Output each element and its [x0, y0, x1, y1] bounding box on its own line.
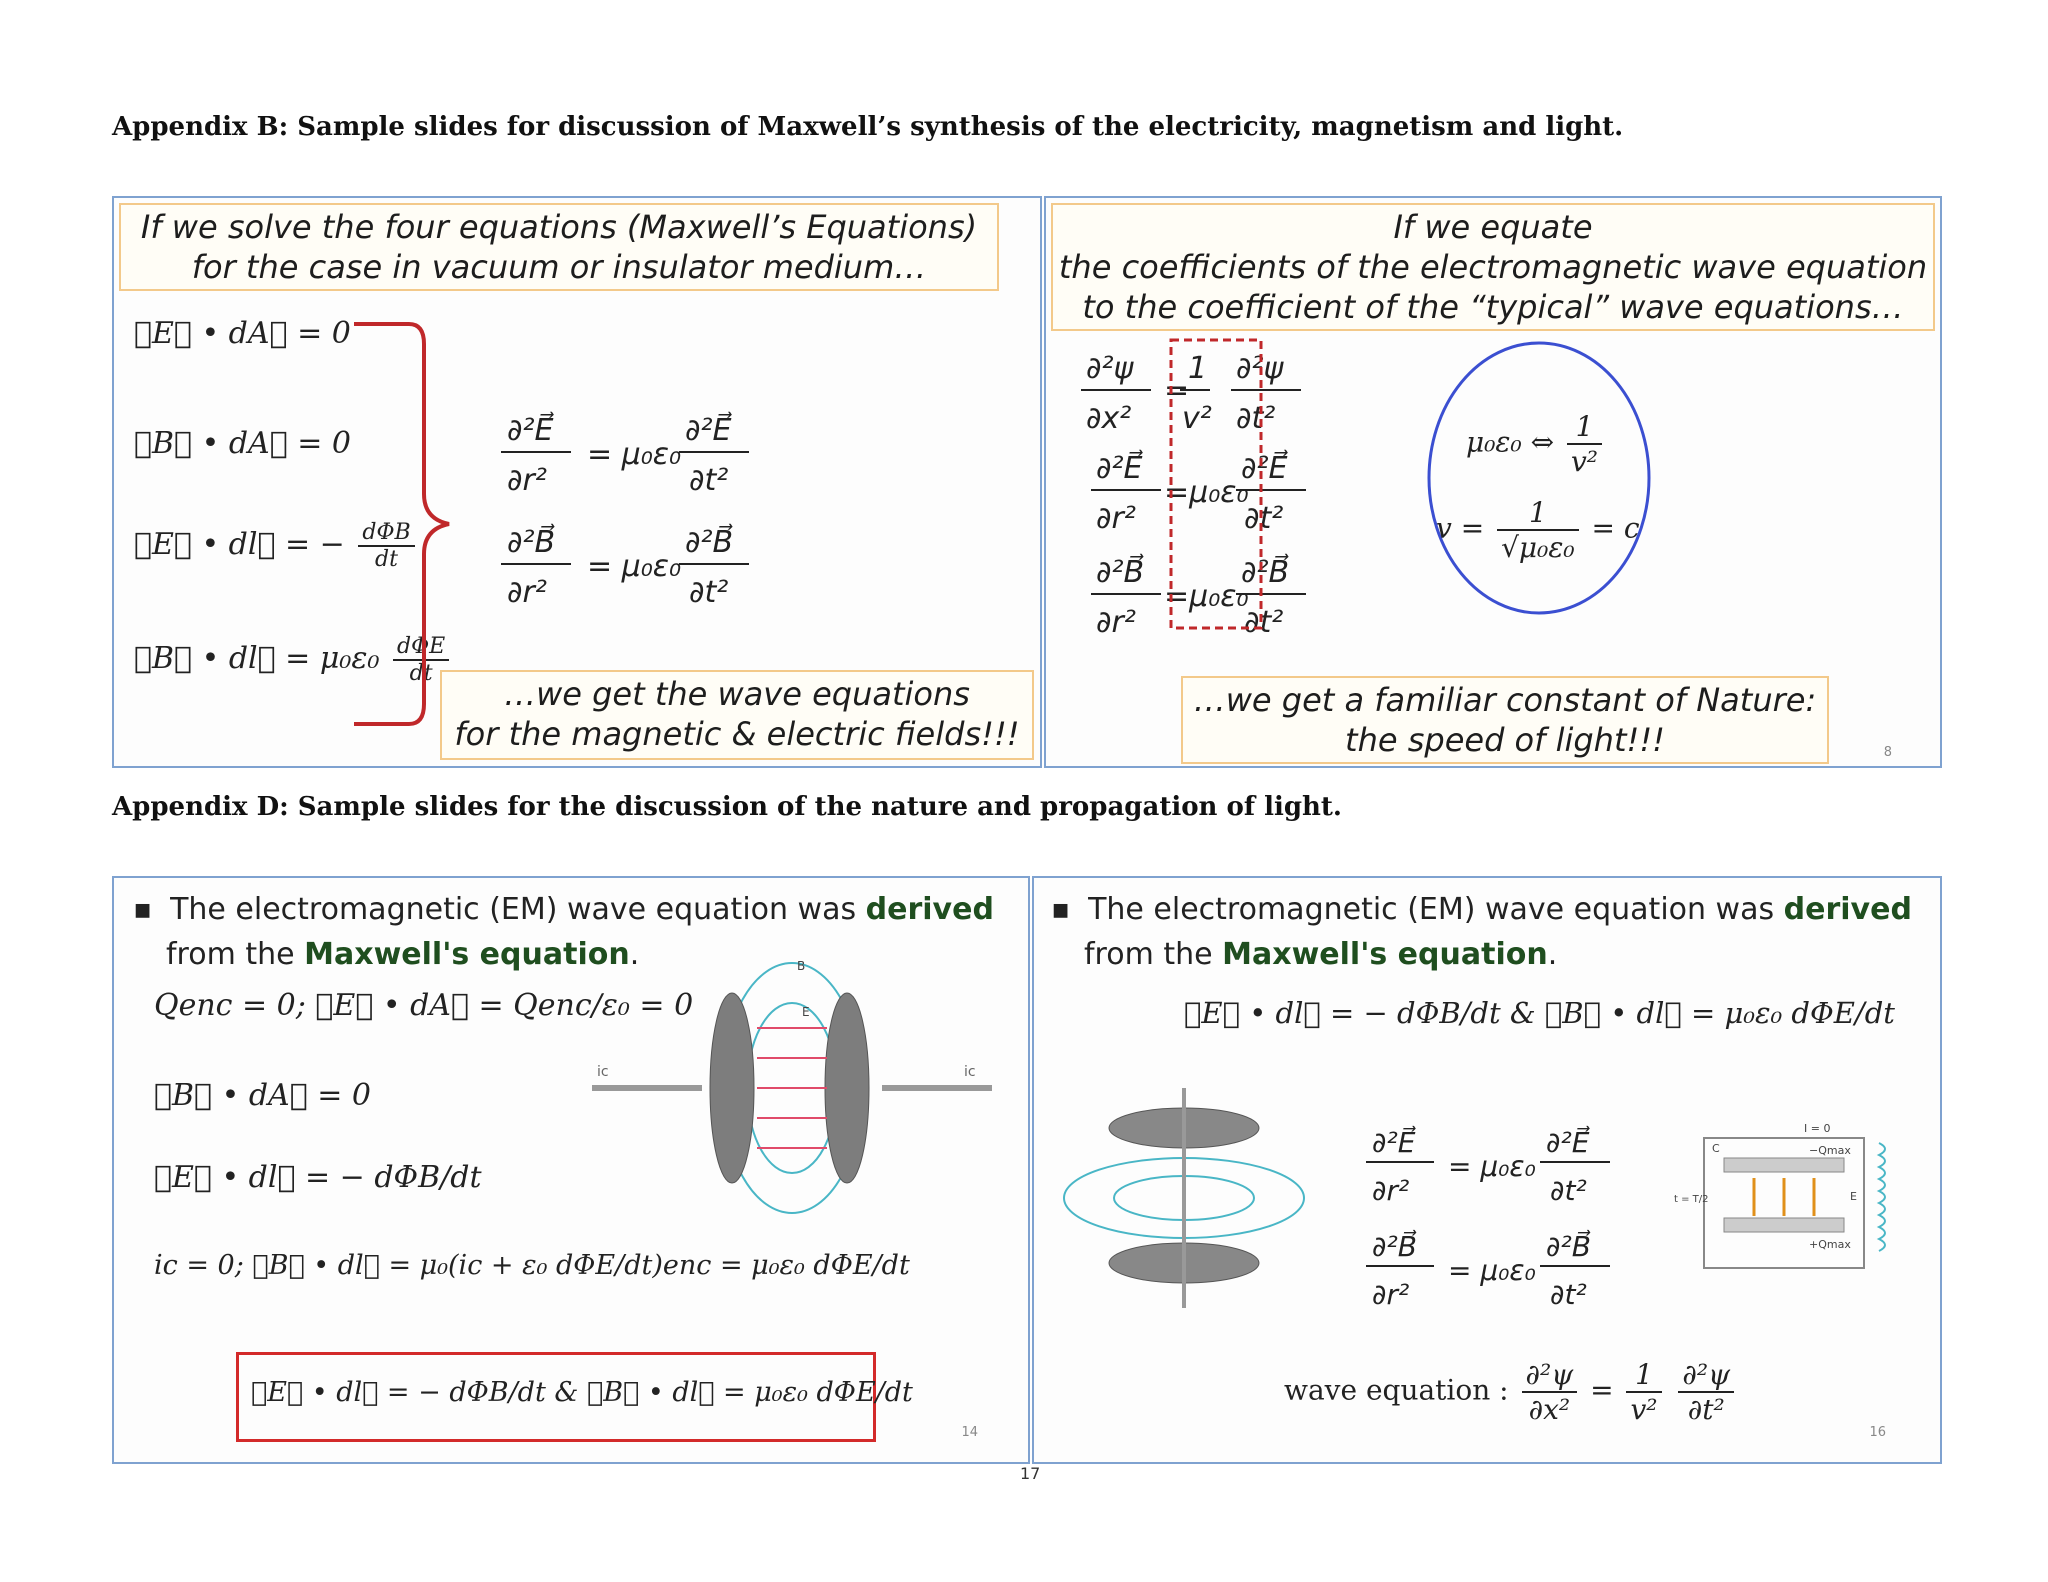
slide2-page-number: 8: [1883, 745, 1892, 760]
svg-text:∂t²: ∂t²: [1236, 401, 1276, 436]
plate-illustration: [1054, 1088, 1314, 1308]
svg-text:∂t²: ∂t²: [689, 463, 729, 498]
svg-text:∂²E⃗: ∂²E⃗: [507, 413, 554, 448]
coefficient-comparison: [1076, 338, 1336, 638]
faraday-law: ∮E⃗ • dl⃗ = − $\frac{\text{dΦB}}{dt}$: [134, 520, 419, 572]
maxwell-pair: ∮E⃗ • dl⃗ = − dΦB/dt & ∮B⃗ • dl⃗ = μ₀ε₀ dΦE/dt: [1184, 996, 1895, 1030]
slide3-page-number: 14: [961, 1425, 978, 1440]
wave-equation-row: wave equation : $\frac{\text{∂²ψ}}{\text{∂x²}}$ = $\frac{1}{\text{v²}}$ $\frac{\text{∂²ψ}}{\text{∂t²}}$: [1284, 1358, 1738, 1426]
e-field-label: E: [802, 1005, 810, 1019]
current-label-right: ic: [964, 1064, 976, 1080]
svg-text:∂t²: ∂t²: [1244, 501, 1284, 536]
svg-text:∂²B⃗: ∂²B⃗: [1241, 555, 1290, 590]
capacitor-illustration: [592, 958, 992, 1238]
circuit-neg-charge: −Qmax: [1809, 1144, 1851, 1157]
svg-text:∂²E⃗: ∂²E⃗: [1241, 451, 1288, 486]
svg-text:= μ₀ε₀: = μ₀ε₀: [1448, 1254, 1536, 1287]
svg-text:v²: v²: [1182, 401, 1212, 436]
svg-text:∂x²: ∂x²: [1086, 401, 1132, 436]
slide2-bottom-box: [1181, 676, 1829, 764]
svg-text:∂²B⃗: ∂²B⃗: [1546, 1230, 1591, 1263]
svg-text:∂²E⃗: ∂²E⃗: [1372, 1126, 1416, 1159]
svg-text:=: =: [1164, 373, 1190, 408]
slide1-bottom-line1: …we get the wave equations: [504, 675, 970, 713]
svg-text:∂r²: ∂r²: [1096, 501, 1136, 536]
slide1-bottom-box: [440, 670, 1034, 760]
svg-text:∂²B⃗: ∂²B⃗: [507, 525, 556, 560]
gauss-enc: Qenc = 0; ∮E⃗ • dA⃗ = Qenc/ε₀ = 0: [154, 988, 694, 1023]
svg-text:∂²E⃗: ∂²E⃗: [1096, 451, 1143, 486]
wave-equations-em: [499, 398, 759, 638]
speed-circle: [1424, 338, 1664, 618]
svg-text:∂t²: ∂t²: [1550, 1278, 1587, 1311]
svg-text:∂²E⃗: ∂²E⃗: [1546, 1126, 1590, 1159]
svg-text:= μ₀ε₀: = μ₀ε₀: [587, 549, 682, 584]
red-bracket: [354, 314, 454, 734]
slide2-top-line3: to the coefficient of the “typical” wave equations…: [1082, 288, 1904, 326]
document-page-number: 17: [1020, 1464, 1041, 1483]
svg-text:∂²B⃗: ∂²B⃗: [685, 525, 734, 560]
slide-maxwell-equations: [112, 196, 1042, 768]
svg-text:= μ₀ε₀: = μ₀ε₀: [1448, 1150, 1536, 1183]
slide1-top-box: [119, 203, 999, 291]
boxed-maxwell-pair: ∮E⃗ • dl⃗ = − dΦB/dt & ∮B⃗ • dl⃗ = μ₀ε₀ dΦE/dt: [236, 1352, 876, 1442]
svg-text:∂²ψ: ∂²ψ: [1236, 351, 1284, 386]
slide2-bottom-line1: …we get a familiar constant of Nature:: [1193, 681, 1817, 719]
svg-text:∂r²: ∂r²: [1372, 1174, 1410, 1207]
svg-text:∂r²: ∂r²: [507, 463, 547, 498]
slide4-bullet: ■ The electromagnetic (EM) wave equation was derived from the Maxwell's equation.: [1052, 892, 1912, 972]
circuit-e-label: E: [1850, 1190, 1857, 1203]
svg-text:∂²B⃗: ∂²B⃗: [1096, 555, 1145, 590]
appendix-b-heading: Appendix B: Sample slides for discussion of Maxwell’s synthesis of the electricity, magnetism and light.: [112, 112, 1624, 142]
svg-text:= μ₀ε₀: = μ₀ε₀: [587, 437, 682, 472]
slide-em-wave-equation: [1032, 876, 1942, 1464]
svg-text:∂r²: ∂r²: [507, 575, 547, 610]
b-field-label: B: [797, 959, 806, 973]
slide2-top-box: [1051, 203, 1935, 331]
circuit-time-label: t = T/2: [1674, 1194, 1709, 1205]
faraday: ∮E⃗ • dl⃗ = − dΦB/dt: [154, 1160, 482, 1195]
em-wave-equations: [1364, 1116, 1624, 1326]
gauss-law-magnetic: ∮B⃗ • dA⃗ = 0: [134, 426, 351, 461]
appendix-d-heading: Appendix D: Sample slides for the discussion of the nature and propagation of light.: [112, 792, 1342, 822]
slide2-top-line2: the coefficients of the electromagnetic wave equation: [1058, 248, 1928, 286]
ampere-maxwell: ic = 0; ∮B⃗ • dl⃗ = μ₀(ic + ε₀ dΦE/dt)enc = μ₀ε₀ dΦE/dt: [154, 1250, 910, 1281]
svg-text:∂²ψ: ∂²ψ: [1086, 351, 1134, 386]
svg-text:∂²B⃗: ∂²B⃗: [1372, 1230, 1417, 1263]
slide2-top-line1: If we equate: [1393, 208, 1593, 246]
circuit-pos-charge: +Qmax: [1809, 1238, 1851, 1251]
speed-equation: v = $\frac{1}{\text{√μ₀ε₀}}$ = c: [1436, 496, 1640, 564]
svg-text:∂t²: ∂t²: [689, 575, 729, 610]
slide1-top-line1: If we solve the four equations (Maxwell’s Equations): [140, 208, 978, 246]
slide3-bullet: ■ The electromagnetic (EM) wave equation was derived from the Maxwell's equation.: [134, 892, 994, 972]
circuit-current-label: I = 0: [1804, 1122, 1831, 1135]
svg-text:∂²E⃗: ∂²E⃗: [685, 413, 732, 448]
gauss-law-electric: ∮E⃗ • dA⃗ = 0: [134, 316, 351, 351]
circuit-capacitor-label: C: [1712, 1142, 1720, 1155]
slide4-page-number: 16: [1869, 1425, 1886, 1440]
svg-text:=μ₀ε₀: =μ₀ε₀: [1164, 475, 1249, 510]
slide-maxwell-derivation: [112, 876, 1030, 1464]
svg-text:1: 1: [1188, 351, 1208, 386]
gauss-magnetic: ∮B⃗ • dA⃗ = 0: [154, 1078, 371, 1113]
svg-text:∂t²: ∂t²: [1244, 605, 1284, 638]
svg-text:∂r²: ∂r²: [1372, 1278, 1410, 1311]
slide1-top-line2: for the case in vacuum or insulator medium…: [191, 248, 927, 286]
current-label-left: ic: [597, 1064, 609, 1080]
slide2-bottom-line2: the speed of light!!!: [1345, 721, 1665, 759]
slide-speed-of-light: [1044, 196, 1942, 768]
svg-text:∂t²: ∂t²: [1550, 1174, 1587, 1207]
slide1-bottom-line2: for the magnetic & electric fields!!!: [454, 715, 1020, 753]
lc-circuit: [1674, 1118, 1924, 1298]
wave-equation-label: wave equation :: [1284, 1373, 1509, 1407]
svg-text:=μ₀ε₀: =μ₀ε₀: [1164, 579, 1249, 614]
svg-text:∂r²: ∂r²: [1096, 605, 1136, 638]
mu-eps-equivalence: μ₀ε₀ ⇔ $\frac{1}{\text{v²}}$: [1466, 410, 1606, 478]
ampere-maxwell-law: ∮B⃗ • dl⃗ = μ₀ε₀ $\frac{\text{dΦE}}{dt}$: [134, 634, 453, 686]
